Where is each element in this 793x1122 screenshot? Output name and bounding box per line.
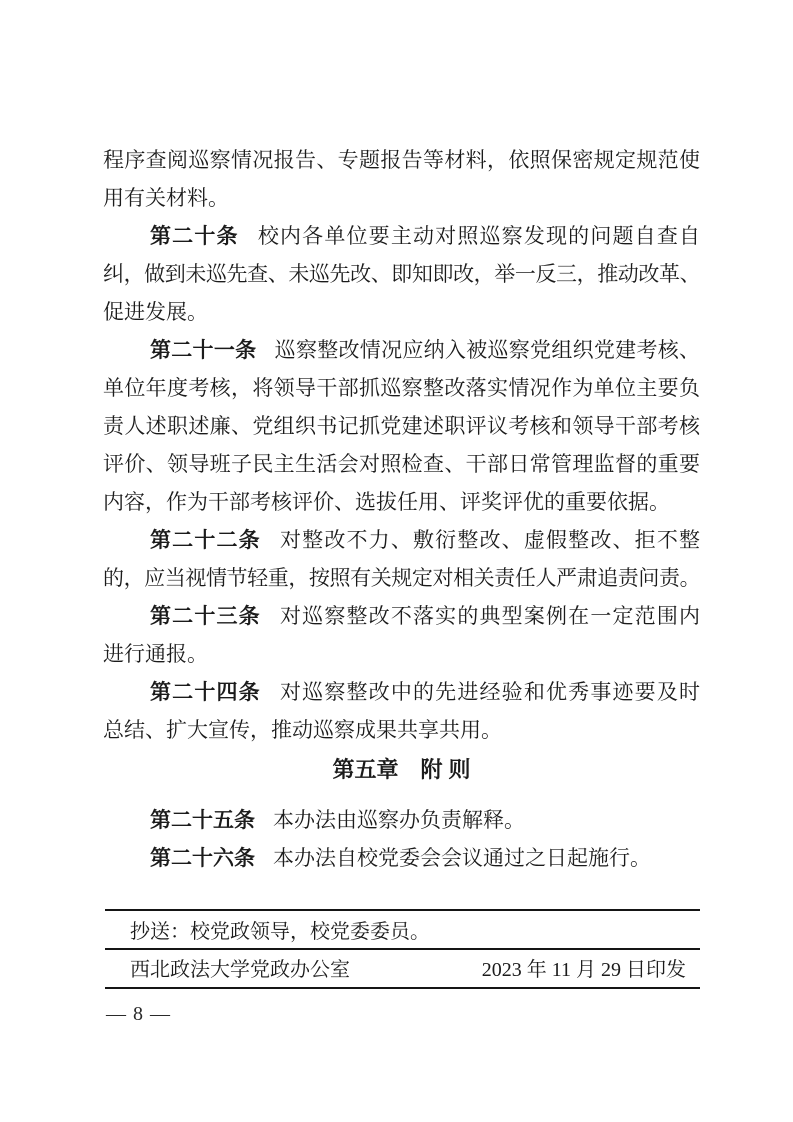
issuer-row [105,950,700,987]
body-line: 责人述职述廉、党组织书记抓党建述职评议考核和领导干部考核 [103,414,700,438]
article-24-label: 第二十四条 [150,681,261,704]
body-line: 的，应当视情节轻重，按照有关规定对相关责任人严肃追责问责。 [103,566,700,590]
body-line: 用有关材料。 [103,186,229,210]
issuing-office: 西北政法大学党政办公室 [130,959,350,981]
article-21-line [103,331,700,369]
article-22-line [103,521,700,559]
lead-spacer [256,356,274,357]
body-line: 总结、扩大宣传，推动巡察成果共享共用。 [103,718,502,742]
article-22-label: 第二十二条 [150,529,261,552]
body-line-text: 对整改不力、敷衍整改、虚假整改、拒不整 [278,528,701,552]
article-20-label: 第二十条 [150,225,239,248]
article-21-label: 第二十一条 [150,339,257,362]
lead-spacer [261,546,279,547]
article-23-label: 第二十三条 [150,605,261,628]
article-25-label: 第二十五条 [150,809,255,832]
body-line-text: 对巡察整改中的先进经验和优秀事迹要及时 [278,680,701,704]
chapter-heading: 第五章 附 则 [332,757,471,782]
print-date: 2023 年 11 月 29 日印发 [481,959,686,981]
body-line-text: 巡察整改情况应纳入被巡察党组织党建考核、 [274,338,701,362]
body-line: 进行通报。 [103,642,208,666]
lead-spacer [255,864,273,865]
article-26-label: 第二十六条 [150,847,255,870]
body-line: 程序查阅巡察情况报告、专题报告等材料，依照保密规定规范使 [103,148,700,172]
lead-spacer [261,622,279,623]
page-number: — 8 — [106,1003,171,1025]
divider-rule-bottom [105,987,700,989]
body-line: 促进发展。 [103,300,208,324]
body-line: 单位年度考核，将领导干部抓巡察整改落实情况作为单位主要负 [103,376,700,400]
article-23-line [103,597,700,635]
article-25-line [103,801,700,839]
article-26-line [103,839,700,877]
document-footer [105,909,700,1026]
lead-spacer [255,826,273,827]
article-24-line [103,673,700,711]
body-line-text: 校内各单位要主动对照巡察发现的问题自查自 [256,224,701,248]
body-line-text: 本办法由巡察办负责解释。 [273,808,525,832]
body-line-text: 对巡察整改不落实的典型案例在一定范围内 [278,604,701,628]
cc-note: 抄送：校党政领导，校党委委员。 [130,921,430,943]
body-line: 内容，作为干部考核评价、选拔任用、评奖评优的重要依据。 [103,490,670,514]
lead-spacer [261,698,279,699]
article-20-line [103,217,700,255]
body-line: 纠，做到未巡先查、未巡先改、即知即改，举一反三，推动改革、 [103,262,700,286]
document-body [103,141,700,877]
body-line-text: 本办法自校党委会会议通过之日起施行。 [273,846,651,870]
lead-spacer [239,242,257,243]
body-line: 评价、领导班子民主生活会对照检查、干部日常管理监督的重要 [103,452,700,476]
